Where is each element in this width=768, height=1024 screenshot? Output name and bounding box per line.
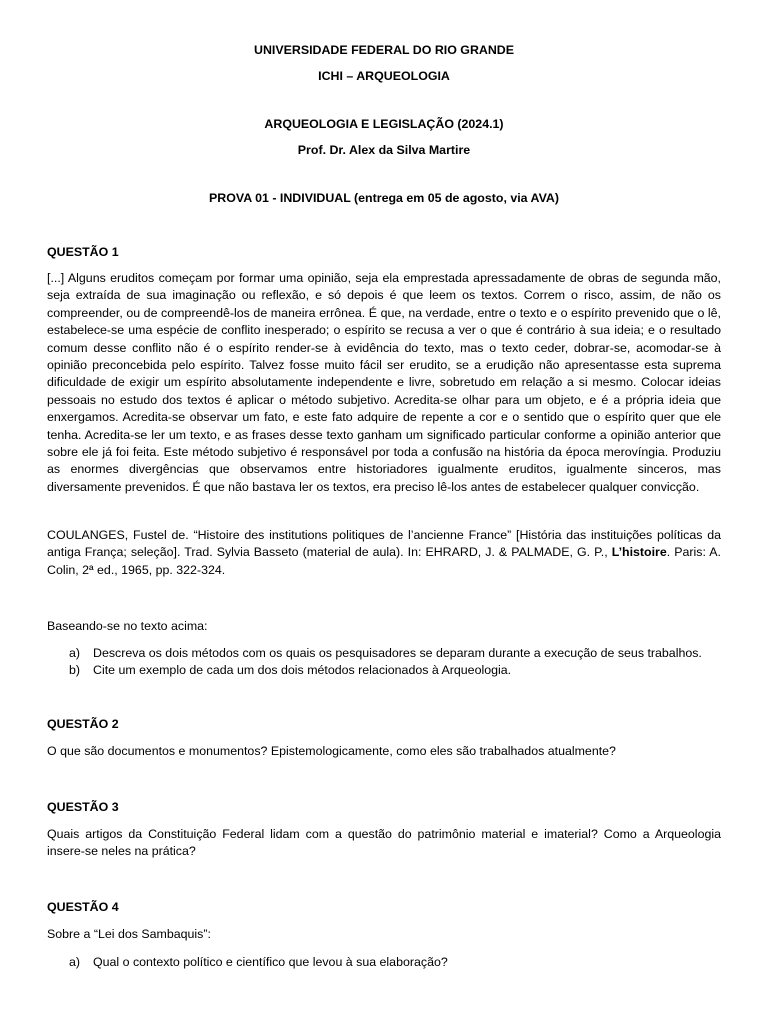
item-label: a) [69,646,81,660]
list-item [69,662,702,679]
question-1-quote: [...] Alguns eruditos começam por formar uma opinião, seja ela emprestada apressadamente de obras de segunda mão, seja extraída de sua imaginação ou reflexão, e só depois é que leem os textos. Correm o risco, assim, de não os compreender, ou de compreendê-los de maneira errônea. É que, na verdade, entre o texto e o espírito prevenido que o lê, estabelece-se uma espécie de conflito inesperado; o espírito se recusa a ver o que é contrário à sua ideia; e o resultado comum desse conflito não é o espírito render-se à evidência do texto, mas o texto ceder, dobrar-se, acomodar-se à opinião preconcebida pelo espírito. Talvez fosse muito fácil ser erudito, se a erudição não apresentasse esta suprema dificuldade de exigir um espírito absolutamente independente e livre, sobretudo em relação a si mesmo. Colocar ideias pessoais no estudo dos textos é aplicar o método subjetivo. Acredita-se olhar para um objeto, e é a própria ideia que enxergamos. Acredita-se observar um fato, e este fato adquire de repente a cor e o sentido que o espírito quer que ele tenha. Acredita-se ler um texto, e as frases desse texto ganham um significado particular conforme a opinião anterior que sobre ele já foi feita. Este método subjetivo é responsável por toda a confusão na história da época merovíngia. Produziu as enormes divergências que observamos entre historiadores igualmente eruditos, igualmente sinceros, mas diversamente prevenidos. É que não bastava ler os textos, era preciso lê-los antes de estabelecer qualquer convicção. [47,271,721,494]
university-name: UNIVERSIDADE FEDERAL DO RIO GRANDE [254,43,514,57]
reference-publisher: . Paris: A. Colin, 2ª ed., 1965, pp. 322-324. [47,545,721,577]
question-2-text: O que são documentos e monumentos? Epistemologicamente, como eles são trabalhados atualmente? [47,744,616,758]
institute-name: ICHI – ARQUEOLOGIA [318,69,450,83]
item-label: a) [69,955,81,969]
professor-name: Prof. Dr. Alex da Silva Martire [297,143,471,157]
question-3-heading: QUESTÃO 3 [47,800,119,814]
question-1-heading: QUESTÃO 1 [47,245,119,259]
question-3-text: Quais artigos da Constituição Federal lidam com a questão do patrimônio material e imaterial? Como a Arqueologia insere-se neles na prática? [47,827,721,859]
question-1-reference [47,527,721,579]
question-1-intro: Baseando-se no texto acima: [47,619,208,633]
item-text: Descreva os dois métodos com os quais os pesquisadores se deparam durante a execução de seus trabalhos. [93,646,702,660]
question-4-items [69,954,448,971]
question-1-items [69,645,702,680]
item-label: b) [69,663,81,678]
item-text: Qual o contexto político e científico que levou à sua elaboração? [93,955,448,969]
reference-book-title: L’histoire [611,545,667,560]
question-4-intro: Sobre a “Lei dos Sambaquis”: [47,927,211,941]
list-item [69,645,702,662]
list-item [69,954,448,971]
exam-title: PROVA 01 - INDIVIDUAL (entrega em 05 de agosto, via AVA) [209,191,559,205]
item-text: Cite um exemplo de cada um dos dois métodos relacionados à Arqueologia. [93,663,512,678]
question-4-heading: QUESTÃO 4 [47,900,119,914]
course-name: ARQUEOLOGIA E LEGISLAÇÃO (2024.1) [264,117,504,131]
reference-text: COULANGES, Fustel de. “Histoire des institutions politiques de l’ancienne France” [História das instituições políticas da antiga França; seleção]. Trad. Sylvia Basseto (material de aula). In: EHRARD, J. & PALMADE, G. P., [47,528,721,560]
question-2-heading: QUESTÃO 2 [47,717,119,731]
